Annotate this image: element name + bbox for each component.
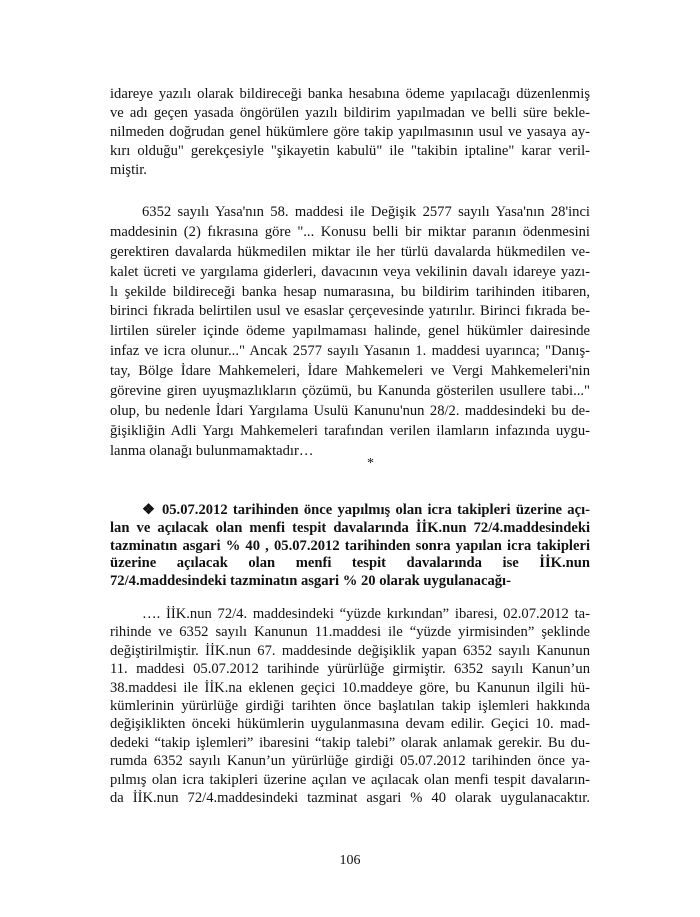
section-heading: [110, 502, 590, 591]
text-line: üzerine açılacak olan menfi tespit davalarında ise İİK.nun: [110, 555, 590, 572]
text-line: idareye yazılı olarak bildireceği banka hesabına ödeme yapılacağı düzenlenmiş: [110, 86, 590, 102]
text-line: infaz ve icra olunur..." Ancak 2577 sayılı Yasanın 1. maddesi uyarınca; "Danış-: [110, 343, 590, 360]
text-line: gerektiren davalarda hükmedilen miktar ile her türlü davalarda hükmedilen ve-: [110, 243, 590, 260]
text-line: 6352 sayılı Yasa'nın 58. maddesi ile Değişik 2577 sayılı Yasa'nın 28'inci: [142, 204, 590, 220]
text-line: rumda 6352 sayılı Kanun’un yürürlüğe girdiği 05.07.2012 tarihinden önce ya-: [110, 753, 590, 770]
text-line: …. İİK.nun 72/4. maddesindeki “yüzde kırkından” ibaresi, 02.07.2012 ta-: [142, 606, 590, 622]
text-line: ğişikliğin Adli Yargı Mahkemeleri tarafından verilen ilamların infazında uygu-: [110, 422, 590, 439]
text-line: kümlerinin yürürlüğe girdiği tarihten önce başlatılan takip işlemleri hakkında: [110, 697, 590, 714]
text-line: ve adı geçen yasada öngörülen yazılı bildirim yapılmadan ve belli süre bekle-: [110, 105, 590, 121]
paragraph-1: [110, 85, 590, 180]
paragraph-2: [110, 203, 590, 462]
text-line: rihinde ve 6352 sayılı Kanunun 11.maddesi ile “yüzde yirmisinden” şeklinde: [110, 624, 590, 641]
text-line: maddesinin (2) fıkrasına göre "... Konusu belli bir miktar paranın ödenmesini: [110, 223, 590, 240]
text-line: 11. maddesi 05.07.2012 tarihinde yürürlüğe girmiştir. 6352 sayılı Kanun’un: [110, 661, 590, 678]
text-line: da İİK.nun 72/4.maddesindeki tazminat asgari % 40 olarak uygulanacaktır.: [110, 789, 590, 806]
text-line: lan ve açılacak olan menfi tespit davalarında İİK.nun 72/4.maddesindeki: [110, 519, 590, 536]
text-line: değişiklikten önceki hükümlerin uygulanmasına devam edilir. Geçici 10. mad-: [110, 716, 590, 733]
text-line: değiştirilmiştir. İİK.nun 67. maddesinde değişiklik yapan 6352 sayılı Kanunun: [110, 642, 590, 659]
paragraph-3: [110, 605, 590, 807]
text-line: kırı olduğu" gerekçesiyle "şikayetin kabulü" ile "takibin iptaline" karar veril-: [110, 143, 590, 159]
text-line: 38.maddesi ile İİK.na eklenen geçici 10.maddeye göre, bu Kanunun ilgili hü-: [110, 679, 590, 696]
text-line: pılmış olan icra takipleri üzerine açılan ve açılacak olan menfi tespit davaların-: [110, 771, 590, 788]
text-line: görevine giren uyuşmazlıkların çözümü, bu Kanunda gösterilen usullere tabi...": [110, 383, 590, 400]
text-line: tay, Bölge İdare Mahkemeleri, İdare Mahkemeleri ve Vergi Mahkemeleri'nin: [110, 363, 590, 380]
text-line: lı şekilde bildireceği banka hesap numarasına, bu bildirim tarihinden itibaren,: [110, 283, 590, 300]
text-line: nilmeden doğrudan genel hükümlere göre takip yapılmasının usul ve yasaya ay-: [110, 124, 590, 140]
text-line: dedeki “takip işlemleri” ibaresini “takip talebi” olarak anlamak gerekir. Bu du-: [110, 734, 590, 751]
text-line: birinci fıkrada belirtilen usul ve esaslar çerçevesinde yatırılır. Birinci fıkrada be-: [110, 303, 590, 320]
text-line: miştir.: [110, 162, 147, 178]
section-separator: *: [367, 456, 374, 471]
page-number: 106: [339, 853, 361, 868]
text-line: olup, bu nedenle İdari Yargılama Usulü Kanunu'nun 28/2. maddesindeki bu de-: [110, 402, 590, 419]
text-line: ❖ 05.07.2012 tarihinden önce yapılmış olan icra takipleri üzerine açı-: [142, 502, 590, 518]
text-line: 72/4.maddesindeki tazminatın asgari % 20 olarak uygulanacağı-: [110, 573, 511, 590]
text-line: lanma olanağı bulunmamaktadır…: [110, 442, 314, 459]
text-line: tazminatın asgari % 40 , 05.07.2012 tarihinden sonra yapılan icra takipleri: [110, 537, 590, 554]
text-line: kalet ücreti ve yargılama giderleri, davacının veya vekilinin davalı idareye yazı-: [110, 263, 590, 280]
text-line: lirtilen süreler içinde ödeme yapılmaması halinde, genel hükümler dairesinde: [110, 323, 590, 340]
